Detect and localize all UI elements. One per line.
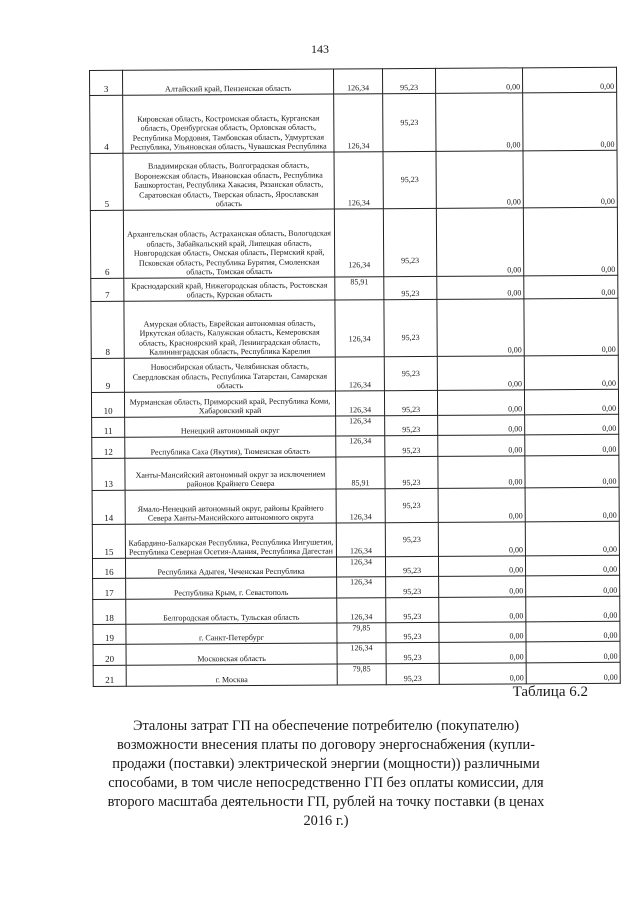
value-cell-2: 95,23	[385, 556, 438, 576]
table-row	[91, 275, 618, 301]
value-cell-1: 126,34	[336, 436, 385, 457]
value-cell-2: 95,23	[382, 68, 435, 93]
value-cell-4: 0,00	[525, 555, 619, 576]
value-cell-2: 95,23	[383, 151, 436, 208]
region-cell: Московская область	[126, 643, 337, 665]
row-number: 4	[90, 95, 123, 153]
value-cell-4: 0,00	[524, 389, 618, 415]
region-cell: г. Москва	[126, 664, 337, 686]
row-number: 9	[91, 358, 124, 392]
value-cell-2: 95,23	[384, 356, 437, 390]
value-cell-1: 126,34	[336, 489, 385, 523]
table-row	[93, 596, 620, 624]
region-cell: Владимирская область, Волгоградская область, Воронежская область, Ивановская область, Республика Башкортостан, Республика Хакасия, Рязанская область, Саратовская область, Тверская область, Ярославская область	[123, 152, 334, 210]
value-cell-3: 0,00	[437, 276, 524, 300]
value-cell-1: 126,34	[337, 643, 386, 664]
table-row	[90, 207, 617, 278]
value-cell-3: 0,00	[438, 456, 525, 489]
value-cell-2: 95,23	[385, 488, 438, 522]
value-cell-2: 95,23	[386, 576, 439, 597]
region-cell: Алтайский край, Пензенская область	[123, 69, 334, 95]
region-cell: Ненецкий автономный округ	[125, 416, 336, 437]
table-row	[92, 455, 619, 490]
value-cell-1: 126,34	[334, 152, 383, 209]
value-cell-3: 0,00	[438, 522, 525, 557]
value-cell-1: 126,34	[335, 391, 384, 416]
value-cell-4: 0,00	[524, 275, 618, 299]
row-number: 10	[91, 392, 124, 417]
row-number: 15	[92, 524, 125, 558]
value-cell-1: 85,91	[336, 457, 385, 489]
value-cell-4: 0,00	[524, 355, 618, 390]
value-cell-2: 95,23	[385, 522, 438, 556]
row-number: 7	[91, 278, 124, 301]
value-cell-4: 0,00	[526, 621, 620, 642]
value-cell-4: 0,00	[523, 150, 617, 208]
value-cell-1: 126,34	[337, 598, 386, 623]
table-row	[92, 487, 619, 524]
value-cell-3: 0,00	[439, 597, 526, 623]
value-cell-3: 0,00	[438, 556, 525, 577]
value-cell-1: 126,34	[337, 577, 386, 598]
value-cell-4: 0,00	[525, 414, 619, 435]
value-cell-4: 0,00	[525, 455, 619, 488]
region-cell: Кабардино-Балкарская Республика, Республика Ингушетия, Республика Северная Осетия-Алания, Республика Дагестан	[125, 523, 336, 558]
row-number: 12	[92, 437, 125, 458]
value-cell-2: 95,23	[383, 208, 436, 276]
value-cell-4: 0,00	[526, 575, 620, 597]
value-cell-2: 95,23	[385, 456, 438, 488]
value-cell-1: 126,34	[334, 209, 383, 277]
value-cell-2: 95,23	[386, 622, 439, 642]
value-cell-1: 126,34	[333, 69, 382, 94]
table-row	[90, 150, 617, 210]
region-cell: Новосибирская область, Челябинская область, Свердловская область, Республика Татарстан, Самарская область	[124, 357, 335, 392]
table-row	[90, 92, 617, 153]
value-cell-3: 0,00	[437, 299, 524, 357]
table-row	[91, 298, 618, 358]
value-cell-3: 0,00	[438, 415, 525, 436]
value-cell-1: 126,34	[336, 416, 385, 436]
region-cell: Амурская область, Еврейская автономная область, Иркутская область, Калужская область, Кемеровская область, Красноярский край, Ленинградская область, Калининградская область, Республика Карелия	[124, 300, 335, 358]
region-cell: Архангельская область, Астраханская область, Вологодская область, Забайкальский край, Липецкая область, Новгородская область, Омская область, Пермский край, Псковская область, Республика Бурятия, Смоленская область, Томская область	[123, 209, 334, 278]
value-cell-4: 0,00	[525, 521, 619, 556]
value-cell-3: 0,00	[438, 435, 525, 457]
value-cell-1: 126,34	[336, 523, 385, 557]
region-cell: Республика Крым, г. Севастополь	[126, 577, 337, 599]
value-cell-3: 0,00	[436, 151, 523, 209]
value-cell-2: 95,23	[386, 597, 439, 622]
value-cell-1: 126,34	[335, 357, 384, 391]
region-cell: Белгородская область, Тульская область	[126, 598, 337, 624]
table-row	[93, 662, 620, 686]
value-cell-2: 95,23	[386, 642, 439, 663]
row-number: 8	[91, 301, 124, 358]
value-cell-1: 79,85	[337, 623, 386, 643]
region-cell: Республика Адыгея, Чеченская Республика	[125, 557, 336, 578]
value-cell-4: 0,00	[524, 298, 618, 356]
row-number: 16	[92, 558, 125, 578]
value-cell-4: 0,00	[523, 207, 617, 276]
value-cell-2: 95,23	[386, 663, 439, 684]
value-cell-3: 0,00	[439, 576, 526, 598]
region-cell: Республика Саха (Якутия), Тюменская область	[125, 436, 336, 458]
row-number: 5	[90, 153, 123, 210]
region-cell: г. Санкт-Петербург	[126, 623, 337, 644]
row-number: 14	[92, 490, 125, 524]
value-cell-4: 0,00	[525, 434, 619, 456]
value-cell-3: 0,00	[439, 622, 526, 643]
value-cell-3: 0,00	[437, 390, 524, 416]
region-cell: Ханты-Мансийский автономный округ за исключением районов Крайнего Севера	[125, 457, 336, 490]
table-caption: Таблица 6.2	[512, 684, 588, 700]
value-cell-2: 95,23	[384, 276, 437, 299]
value-cell-1: 85,91	[335, 277, 384, 300]
value-cell-3: 0,00	[436, 93, 523, 152]
value-cell-2: 95,23	[384, 390, 437, 415]
value-cell-3: 0,00	[439, 642, 526, 664]
value-cell-3: 0,00	[436, 208, 523, 277]
row-number: 17	[93, 578, 126, 599]
table-row	[92, 521, 619, 558]
value-cell-1: 126,34	[335, 300, 384, 357]
row-number: 11	[92, 417, 125, 437]
value-cell-2: 95,23	[384, 299, 437, 356]
value-cell-1: 79,85	[337, 664, 386, 685]
table-row	[91, 355, 618, 392]
value-cell-4: 0,00	[526, 596, 620, 622]
region-cell: Кировская область, Костромская область, Курганская область, Оренбургская область, Орловская область, Республика Мордовия, Тамбовская область, Удмуртская Республика, Ульяновская область, Чувашская Республика	[123, 94, 334, 153]
value-cell-4: 0,00	[522, 67, 616, 93]
value-cell-2: 95,23	[383, 93, 436, 151]
value-cell-3: 0,00	[438, 488, 525, 523]
table-row	[90, 67, 617, 95]
row-number: 21	[93, 665, 126, 686]
value-cell-3: 0,00	[437, 356, 524, 391]
value-cell-4: 0,00	[526, 641, 620, 663]
value-cell-4: 0,00	[523, 92, 617, 151]
value-cell-4: 0,00	[525, 487, 619, 522]
region-cell: Краснодарский край, Нижегородская область, Ростовская область, Курская область	[124, 277, 335, 301]
page-number: 143	[311, 42, 329, 56]
value-cell-4: 0,00	[526, 662, 620, 684]
row-number: 20	[93, 644, 126, 665]
table-row	[91, 389, 618, 417]
row-number: 19	[93, 624, 126, 644]
value-cell-3: 0,00	[435, 68, 522, 94]
value-cell-1: 126,34	[336, 557, 385, 577]
row-number: 3	[90, 70, 123, 95]
value-cell-1: 126,34	[334, 94, 383, 152]
tariff-table	[89, 67, 621, 687]
table-description: Эталоны затрат ГП на обеспечение потребителю (покупателю) возможности внесения платы по договору энергоснабжения (купли-продажи (поставки) электрической энергии (мощности)) различными способами, в том числе непосредственно ГП без оплаты комиссии, для второго масштаба деятельности ГП, рублей на точку поставки (в ценах 2016 г.)	[107, 718, 545, 829]
row-number: 6	[90, 210, 123, 278]
row-number: 13	[92, 458, 125, 490]
value-cell-2: 95,23	[385, 435, 438, 456]
row-number: 18	[93, 599, 126, 624]
value-cell-2: 95,23	[385, 415, 438, 435]
region-cell: Ямало-Ненецкий автономный округ, районы Крайнего Севера Ханты-Мансийского автономного округа	[125, 489, 336, 524]
region-cell: Мурманская область, Приморский край, Республика Коми, Хабаровский край	[124, 391, 335, 417]
value-cell-3: 0,00	[439, 663, 526, 685]
